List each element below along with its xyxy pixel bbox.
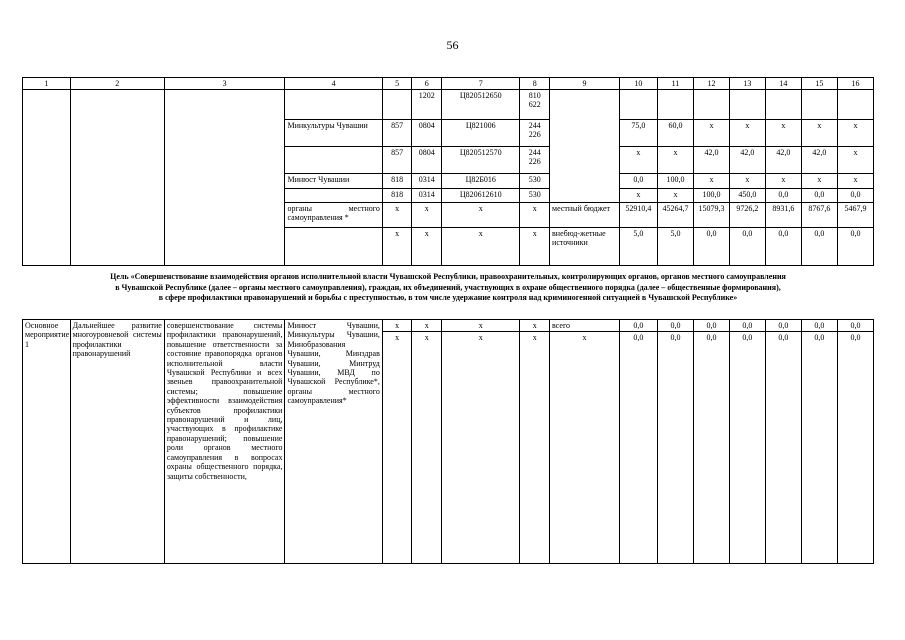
responsible-cell [285,228,382,266]
vr-cell: x [520,203,550,228]
value-cell: x [693,174,729,189]
rzpr-cell: x [412,320,442,332]
value-cell: 0,0 [693,320,729,332]
csr-cell: x [442,320,520,332]
vr-cell: 244 226 [520,147,550,174]
vr-cell: 530 [520,189,550,203]
value-cell: 52910,4 [619,203,657,228]
rzpr-cell: x [412,228,442,266]
rzpr-cell: x [412,203,442,228]
value-cell: x [765,174,801,189]
responsible-cell: органы местного самоуправления * [285,203,382,228]
value-cell: 0,0 [729,320,765,332]
csr-cell: Ц820512570 [442,147,520,174]
rzpr-cell: 0314 [412,174,442,189]
grbs-cell: x [382,332,412,564]
value-cell: x [619,147,657,174]
value-cell: x [801,120,837,147]
value-cell: 0,0 [837,228,873,266]
goal-heading [22,272,874,304]
goal-line: в Чувашской Республике (далее – органы местного самоуправления), граждан, их объединений, участвующих в охране общественного порядка (далее – общественные формирования), [115,282,781,292]
csr-cell: x [442,228,520,266]
column-2-cell [70,90,164,266]
value-cell: 0,0 [801,332,837,564]
value-cell: x [837,120,873,147]
rzpr-cell: x [412,332,442,564]
column-number-cell: 5 [382,78,412,90]
column-number-row [23,78,874,90]
value-cell: 450,0 [729,189,765,203]
value-cell: 75,0 [619,120,657,147]
value-cell: x [801,174,837,189]
vr-cell: x [520,320,550,332]
value-cell: 0,0 [837,320,873,332]
value-cell: 0,0 [619,174,657,189]
value-cell [765,90,801,120]
column-number-cell: 14 [765,78,801,90]
rzpr-cell: 0804 [412,120,442,147]
column-3-cell [164,90,285,266]
csr-cell: Ц820512650 [442,90,520,120]
value-cell: 0,0 [619,332,657,564]
rzpr-cell: 0804 [412,147,442,174]
column-number-cell: 2 [70,78,164,90]
column-number-cell: 12 [693,78,729,90]
value-cell: x [837,174,873,189]
column-number-cell: 8 [520,78,550,90]
csr-cell: x [442,203,520,228]
value-cell: 0,0 [657,332,693,564]
event-number-cell: Основное мероприятие 1 [23,320,71,564]
vr-cell: x [520,332,550,564]
source-cell: местный бюджет [550,203,620,228]
column-number-cell: 3 [164,78,285,90]
column-number-cell: 13 [729,78,765,90]
csr-cell: x [442,332,520,564]
value-cell: 5467,9 [837,203,873,228]
value-cell: 60,0 [657,120,693,147]
column-number-cell: 1 [23,78,71,90]
column-number-cell: 9 [550,78,620,90]
responsible-cell [285,147,382,174]
value-cell: 0,0 [801,228,837,266]
vr-cell: 244 226 [520,120,550,147]
source-cell: внебюд-жетные источники [550,228,620,266]
csr-cell: Ц820612610 [442,189,520,203]
responsible-cell: Минюст Чувашии [285,174,382,189]
value-cell: 42,0 [765,147,801,174]
event-tasks-cell: совершенствование системы профилактики правонарушений, повышение ответственности за состояние правопорядка органов исполнительной власти Чувашской Республики и всех звеньев правоохранительной системы; повышение эффективности взаимодействия субъектов профилактики правонарушений и лиц, участвующих в профилактике правонарушений; повышение роли органов местного самоуправления в вопросах охраны общественного порядка, защиты собственности, [164,320,285,564]
value-cell: 0,0 [657,320,693,332]
grbs-cell: 818 [382,189,412,203]
value-cell: x [657,189,693,203]
value-cell: 0,0 [693,228,729,266]
value-cell: x [765,120,801,147]
value-cell: 0,0 [801,189,837,203]
value-cell: x [693,120,729,147]
column-number-cell: 11 [657,78,693,90]
value-cell: 8931,6 [765,203,801,228]
value-cell: x [729,174,765,189]
event-responsible-cell: Минюст Чувашии, Минкультуры Чувашии, Минобразования Чувашии, Минздрав Чувашии, Минтруд Чувашии, МВД по Чувашской Республике*, органы местного самоуправления* [285,320,382,564]
value-cell: 0,0 [801,320,837,332]
value-cell: 0,0 [765,320,801,332]
grbs-cell: 857 [382,120,412,147]
value-cell [801,90,837,120]
value-cell [837,90,873,120]
column-number-cell: 16 [837,78,873,90]
grbs-cell: x [382,203,412,228]
value-cell: 100,0 [693,189,729,203]
page-number: 56 [446,38,459,52]
value-cell: 100,0 [657,174,693,189]
table-row [23,320,874,332]
value-cell: 42,0 [729,147,765,174]
value-cell: 9726,2 [729,203,765,228]
rzpr-cell: 1202 [412,90,442,120]
value-cell [657,90,693,120]
value-cell [619,90,657,120]
column-number-cell: 10 [619,78,657,90]
column-number-cell: 7 [442,78,520,90]
responsible-cell: Минкультуры Чувашии [285,120,382,147]
value-cell: 42,0 [693,147,729,174]
csr-cell: Ц82Б016 [442,174,520,189]
value-cell: 0,0 [619,320,657,332]
grbs-cell: x [382,228,412,266]
vr-cell: 810 622 [520,90,550,120]
value-cell: 5,0 [657,228,693,266]
value-cell: x [619,189,657,203]
value-cell: 15079,3 [693,203,729,228]
event-name-cell: Дальнейшее развитие многоуровневой системы профилактики правонарушений [70,320,164,564]
budget-table-event [22,319,874,564]
value-cell [693,90,729,120]
source-cell [550,90,620,203]
value-cell: 0,0 [729,332,765,564]
source-cell: всего [550,320,620,332]
column-number-cell: 6 [412,78,442,90]
goal-line: в сфере профилактики правонарушений и борьбы с преступностью, в том числе удержание контроля над криминогенной ситуацией в Чувашской Республике» [158,293,738,302]
table-row [23,90,874,120]
value-cell: 45264,7 [657,203,693,228]
source-cell: x [550,332,620,564]
grbs-cell: 857 [382,147,412,174]
responsible-cell [285,189,382,203]
value-cell: x [729,120,765,147]
column-number-cell: 15 [801,78,837,90]
goal-line: Цель «Совершенствование взаимодействия органов исполнительной власти Чувашской Республики, правоохранительных, контролирующих органов, органов местного самоуправления [110,272,786,281]
value-cell: 0,0 [765,189,801,203]
grbs-cell: 818 [382,174,412,189]
rzpr-cell: 0314 [412,189,442,203]
csr-cell: Ц821006 [442,120,520,147]
value-cell: 0,0 [837,332,873,564]
value-cell: 42,0 [801,147,837,174]
value-cell: x [657,147,693,174]
vr-cell: x [520,228,550,266]
value-cell: 0,0 [693,332,729,564]
grbs-cell [382,90,412,120]
value-cell [729,90,765,120]
value-cell: 5,0 [619,228,657,266]
value-cell: x [837,147,873,174]
value-cell: 0,0 [765,332,801,564]
value-cell: 8767,6 [801,203,837,228]
budget-table-top [22,77,874,266]
value-cell: 0,0 [837,189,873,203]
column-number-cell: 4 [285,78,382,90]
vr-cell: 530 [520,174,550,189]
grbs-cell: x [382,320,412,332]
responsible-cell [285,90,382,120]
value-cell: 0,0 [729,228,765,266]
value-cell: 0,0 [765,228,801,266]
column-1-cell [23,90,71,266]
